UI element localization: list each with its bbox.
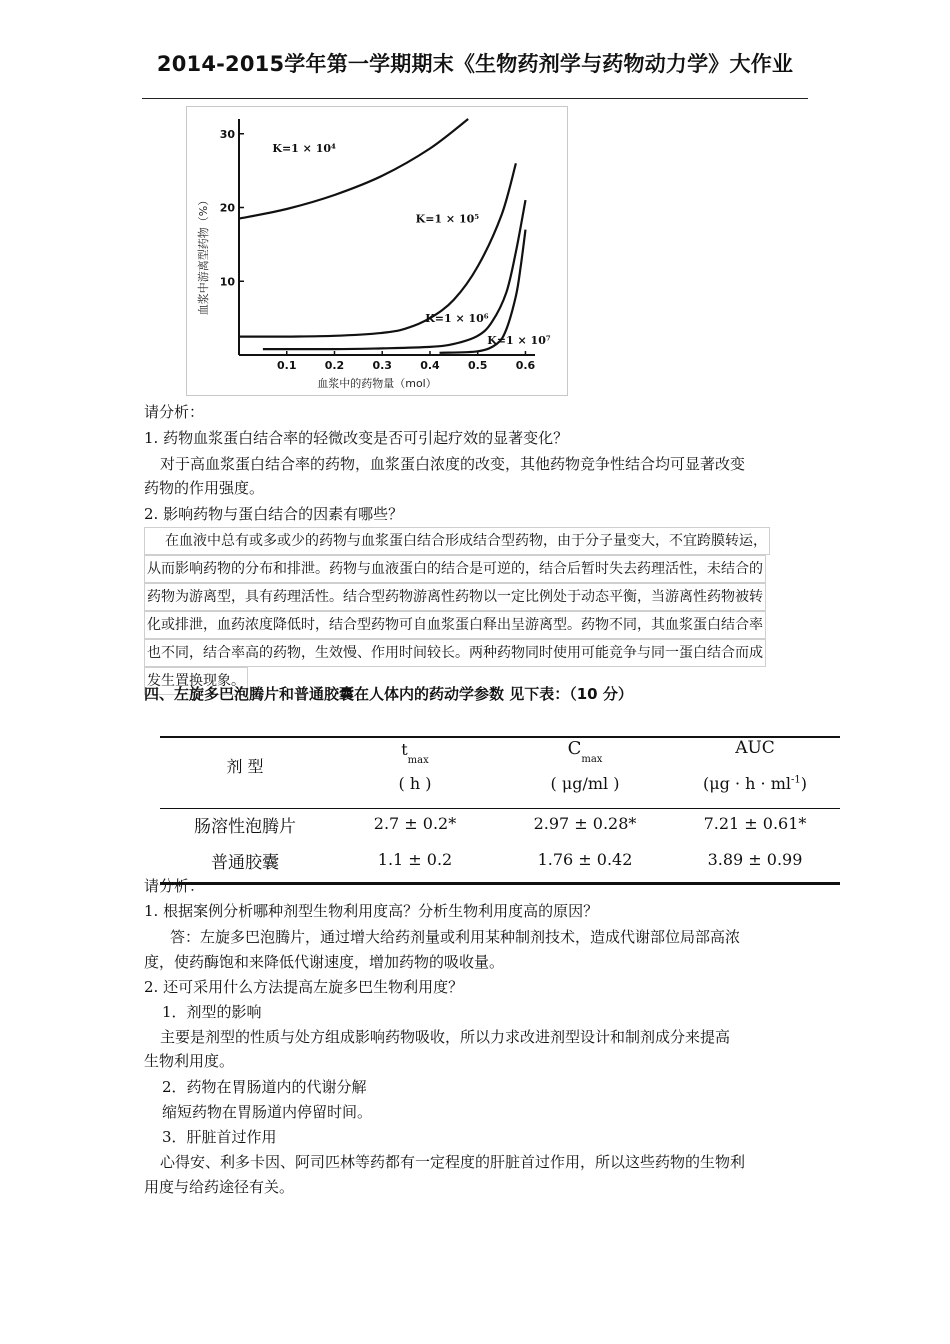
chart-x-tick-label: 0.3 xyxy=(372,359,392,372)
page-header-title: 2014-2015学年第一学期期末《生物药剂学与药物动力学》大作业 xyxy=(156,52,794,76)
col-unit-tmax: ( h ) xyxy=(398,774,432,793)
auc-unit-text: (μg · h · ml xyxy=(703,774,791,793)
chart-x-tick-label: 0.6 xyxy=(515,359,536,372)
col-unit-auc xyxy=(670,774,840,793)
point-3-heading: 3．肝脏首过作用 xyxy=(162,1128,277,1146)
point-2-heading: 2．药物在胃肠道内的代谢分解 xyxy=(162,1078,367,1096)
chart-y-tick-label: 10 xyxy=(219,275,235,289)
tmax-symbol: t xyxy=(401,740,408,759)
chart-series-label: K=1 × 10⁶ xyxy=(425,311,489,325)
section-4-title: 四、左旋多巴泡腾片和普通胶囊在人体内的药动学参数 见下表：（10 分） xyxy=(144,685,633,703)
table-bottom-rule xyxy=(160,882,840,885)
answer-1-1-line2: 药物的作用强度。 xyxy=(144,479,265,497)
col-unit-cmax: ( μg/ml ) xyxy=(550,774,620,793)
cmax-subscript: max xyxy=(581,754,603,765)
answer-1-2-line: 化或排泄，血药浓度降低时，结合型药物可自血浆蛋白释出呈游离型。药物不同，其血浆蛋白结合率 xyxy=(144,611,766,639)
chart-x-tick-label: 0.1 xyxy=(276,359,297,372)
chart-x-tick-label: 0.5 xyxy=(467,359,488,372)
chart-series-label: K=1 × 10⁷ xyxy=(487,333,551,347)
answer-2-1-line1: 答：左旋多巴泡腾片，通过增大给药剂量或利用某种制剂技术，造成代谢部位局部高浓 xyxy=(170,928,741,946)
analysis-label-1: 请分析： xyxy=(144,403,205,421)
chart-y-tick-label: 30 xyxy=(219,127,235,141)
chart-series-label: K=1 × 10⁵ xyxy=(415,212,480,226)
binding-chart xyxy=(186,106,568,396)
chart-xlabel: 血浆中的药物量（mol） xyxy=(317,377,437,390)
chart-series-line xyxy=(239,119,468,219)
point-1-heading: 1．剂型的影响 xyxy=(162,1003,262,1021)
row-2-cmax: 1.76 ± 0.42 xyxy=(537,850,633,869)
chart-ylabel: 血浆中游离型药物（%） xyxy=(197,194,210,316)
row-2-auc: 3.89 ± 0.99 xyxy=(707,850,803,869)
question-1-1: 1. 药物血浆蛋白结合率的轻微改变是否可引起疗效的显著变化？ xyxy=(144,429,569,447)
point-1-line1: 主要是剂型的性质与处方组成影响药物吸收，所以力求改进剂型设计和制剂成分来提高 xyxy=(160,1028,731,1046)
chart-series-line xyxy=(239,163,516,336)
row-2-form: 普通胶囊 xyxy=(211,853,279,873)
answer-2-1-line2: 度，使药酶饱和来降低代谢速度，增加药物的吸收量。 xyxy=(144,953,505,971)
row-2-tmax: 1.1 ± 0.2 xyxy=(377,850,453,869)
chart-series-line xyxy=(263,200,526,349)
point-1-line2: 生物利用度。 xyxy=(144,1052,235,1070)
auc-unit-close: ) xyxy=(800,774,807,793)
chart-x-tick-label: 0.4 xyxy=(420,359,440,372)
chart-svg xyxy=(187,107,567,395)
table-mid-rule xyxy=(160,808,840,809)
col-header-form: 剂 型 xyxy=(226,757,264,776)
answer-1-2-line: 在血液中总有或多或少的药物与血浆蛋白结合形成结合型药物，由于分子量变大，不宜跨膜转运， xyxy=(144,527,770,555)
point-3-line2: 用度与给药途径有关。 xyxy=(144,1178,295,1196)
chart-x-tick-label: 0.2 xyxy=(324,359,345,372)
cmax-symbol: C xyxy=(567,738,582,759)
col-header-tmax xyxy=(330,740,500,766)
question-1-2: 2. 影响药物与蛋白结合的因素有哪些？ xyxy=(144,505,404,523)
auc-unit-superscript: -1 xyxy=(791,774,801,786)
answer-1-2-block xyxy=(144,527,808,695)
answer-1-2-line: 从而影响药物的分布和排泄。药物与血液蛋白的结合是可逆的，结合后暂时失去药理活性，未结合的 xyxy=(144,555,766,583)
question-2-2: 2. 还可采用什么方法提高左旋多巴生物利用度？ xyxy=(144,978,464,996)
row-1-auc: 7.21 ± 0.61* xyxy=(703,814,807,833)
row-1-tmax: 2.7 ± 0.2* xyxy=(373,814,457,833)
answer-1-2-line: 也不同，结合率高的药物，生效慢、作用时间较长。两种药物同时使用可能竞争与同一蛋白结合而成 xyxy=(144,639,766,667)
chart-y-tick-label: 20 xyxy=(219,201,235,215)
row-1-form: 肠溶性泡腾片 xyxy=(194,817,296,837)
col-header-cmax xyxy=(500,738,670,765)
col-header-auc: AUC xyxy=(735,738,775,758)
analysis-label-2: 请分析： xyxy=(144,877,205,895)
tmax-subscript: max xyxy=(407,755,429,766)
point-2-text: 缩短药物在胃肠道内停留时间。 xyxy=(162,1103,373,1121)
answer-1-2-line: 发生置换现象。 xyxy=(144,667,248,695)
chart-series-label: K=1 × 10⁴ xyxy=(272,142,336,156)
point-3-line1: 心得安、利多卡因、阿司匹林等药都有一定程度的肝脏首过作用，所以这些药物的生物利 xyxy=(160,1153,746,1171)
answer-1-2-line: 药物为游离型，具有药理活性。结合型药物游离性药物以一定比例处于动态平衡，当游离性药物被转 xyxy=(144,583,766,611)
header-rule xyxy=(142,98,808,99)
row-1-cmax: 2.97 ± 0.28* xyxy=(533,814,637,833)
answer-1-1-line1: 对于高血浆蛋白结合率的药物，血浆蛋白浓度的改变，其他药物竞争性结合均可显著改变 xyxy=(160,455,746,473)
question-2-1: 1. 根据案例分析哪种剂型生物利用度高？分析生物利用度高的原因？ xyxy=(144,902,599,920)
